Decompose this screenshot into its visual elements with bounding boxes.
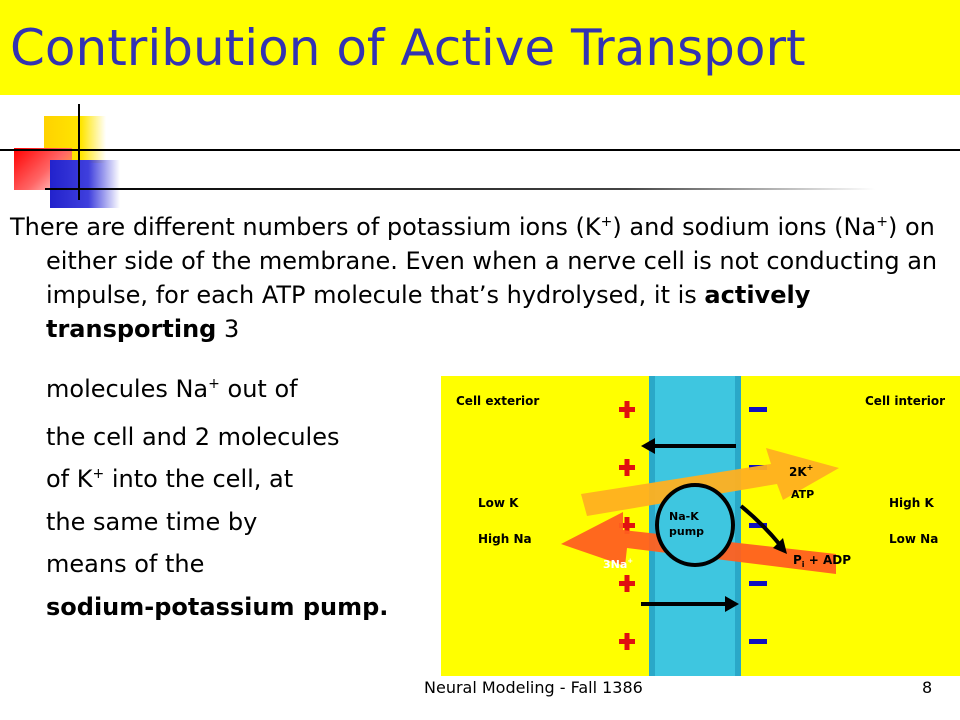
cell-interior-label: Cell interior <box>865 394 946 408</box>
text-seg: of K <box>46 465 93 493</box>
pump-label-line1: Na-K <box>669 510 699 523</box>
body-line: means of the <box>46 550 205 578</box>
body-line <box>46 465 293 493</box>
pump-label-line2: pump <box>669 525 705 538</box>
pi-adp-label: $P_i$ + ADP <box>793 553 851 569</box>
membrane-edge-left <box>649 376 655 676</box>
decor-horizontal-line-faded <box>45 188 875 190</box>
slide-title: Contribution of Active Transport <box>10 19 806 77</box>
pump-diagram <box>441 376 960 676</box>
text-seg: ) on either side of the membrane. Even when a nerve cell is not conducting an impulse, for each ATP molecule that’s hydrolysed, it is <box>46 213 938 309</box>
sodium-potassium-pump-figure <box>441 376 960 676</box>
page-number: 8 <box>922 678 933 697</box>
cell-exterior-label: Cell exterior <box>456 394 540 408</box>
body-text <box>10 205 955 346</box>
decor-horizontal-line <box>0 149 960 151</box>
text-seg: 3 <box>216 315 240 343</box>
body-line: the same time by <box>46 508 258 536</box>
superscript: + <box>600 214 613 230</box>
text-seg: out of <box>219 375 298 403</box>
body-line: the cell and 2 molecules <box>46 423 340 451</box>
text-seg: ) and sodium ions (Na <box>612 213 877 241</box>
atp-label: ATP <box>791 488 815 501</box>
k-count-label: 2K+ <box>789 463 814 479</box>
text-seg: into the cell, at <box>104 465 294 493</box>
footer-course: Neural Modeling - Fall 1386 <box>424 678 643 697</box>
membrane-edge-right <box>735 376 741 676</box>
high-na-label: High Na <box>478 532 532 546</box>
decor-vertical-line <box>78 104 80 200</box>
text-seg: There are different numbers of potassium ions (K <box>10 213 601 241</box>
bullet-paragraph <box>10 205 955 346</box>
text-seg: molecules Na <box>46 375 209 403</box>
na-count-label: 3Na+ <box>603 557 634 571</box>
superscript: + <box>876 214 888 230</box>
bold-text: actively transporting <box>46 281 811 343</box>
low-k-label: Low K <box>478 496 519 510</box>
superscript: + <box>92 466 105 482</box>
high-k-label: High K <box>889 496 934 510</box>
body-line <box>46 375 298 403</box>
superscript: + <box>208 376 220 392</box>
low-na-label: Low Na <box>889 532 939 546</box>
body-line-bold: sodium-potassium pump. <box>46 593 389 621</box>
decor-blue-square <box>50 160 120 208</box>
